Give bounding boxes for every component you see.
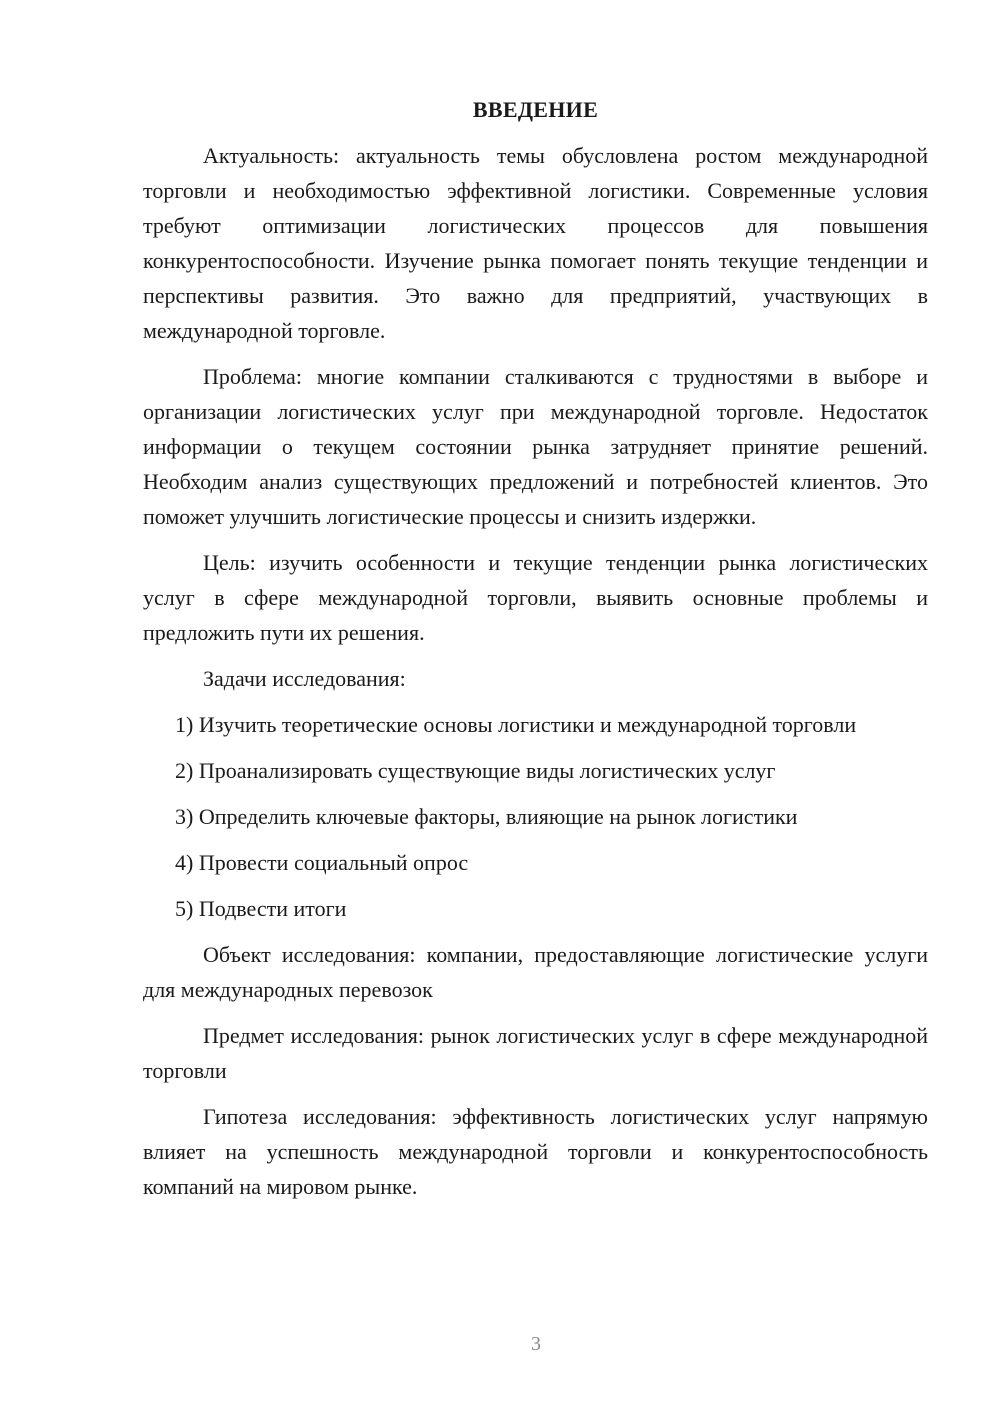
page-number: 3 bbox=[531, 1333, 541, 1355]
subject-paragraph: Предмет исследования: рынок логистических услуг в сфере международной торговли bbox=[143, 1023, 928, 1083]
list-item: 2) Проанализировать существующие виды логистических услуг bbox=[175, 758, 776, 783]
tasks-heading: Задачи исследования: bbox=[203, 666, 406, 691]
list-item: 1) Изучить теоретические основы логистики и международной торговли bbox=[175, 712, 857, 737]
document-page bbox=[143, 92, 928, 1215]
list-item: 4) Провести социальный опрос bbox=[175, 850, 469, 875]
object-paragraph: Объект исследования: компании, предоставляющие логистические услуги для международных перевозок bbox=[143, 942, 928, 1002]
tasks-list bbox=[143, 707, 928, 926]
goal-paragraph: Цель: изучить особенности и текущие тенденции рынка логистических услуг в сфере международной торговли, выявить основные проблемы и предложить пути их решения. bbox=[143, 550, 928, 645]
hypothesis-paragraph: Гипотеза исследования: эффективность логистических услуг напрямую влияет на успешность международной торговли и конкурентоспособность компаний на мировом рынке. bbox=[143, 1104, 928, 1199]
section-title: ВВЕДЕНИЕ bbox=[472, 97, 599, 122]
relevance-paragraph: Актуальность: актуальность темы обусловлена ростом международной торговли и необходимостью эффективной логистики. Современные условия требуют оптимизации логистических процессов для повышения конкурентоспособности. Изучение рынка помогает понять текущие тенденции и перспективы развития. Это важно для предприятий, участвующих в международной торговле. bbox=[143, 143, 928, 343]
list-item: 5) Подвести итоги bbox=[175, 896, 347, 921]
list-item: 3) Определить ключевые факторы, влияющие на рынок логистики bbox=[175, 804, 798, 829]
problem-paragraph: Проблема: многие компании сталкиваются с трудностями в выборе и организации логистических услуг при международной торговле. Недостаток информации о текущем состоянии рынка затрудняет принятие решений. Необходим анализ существующих предложений и потребностей клиентов. Это поможет улучшить логистические процессы и снизить издержки. bbox=[143, 364, 928, 529]
